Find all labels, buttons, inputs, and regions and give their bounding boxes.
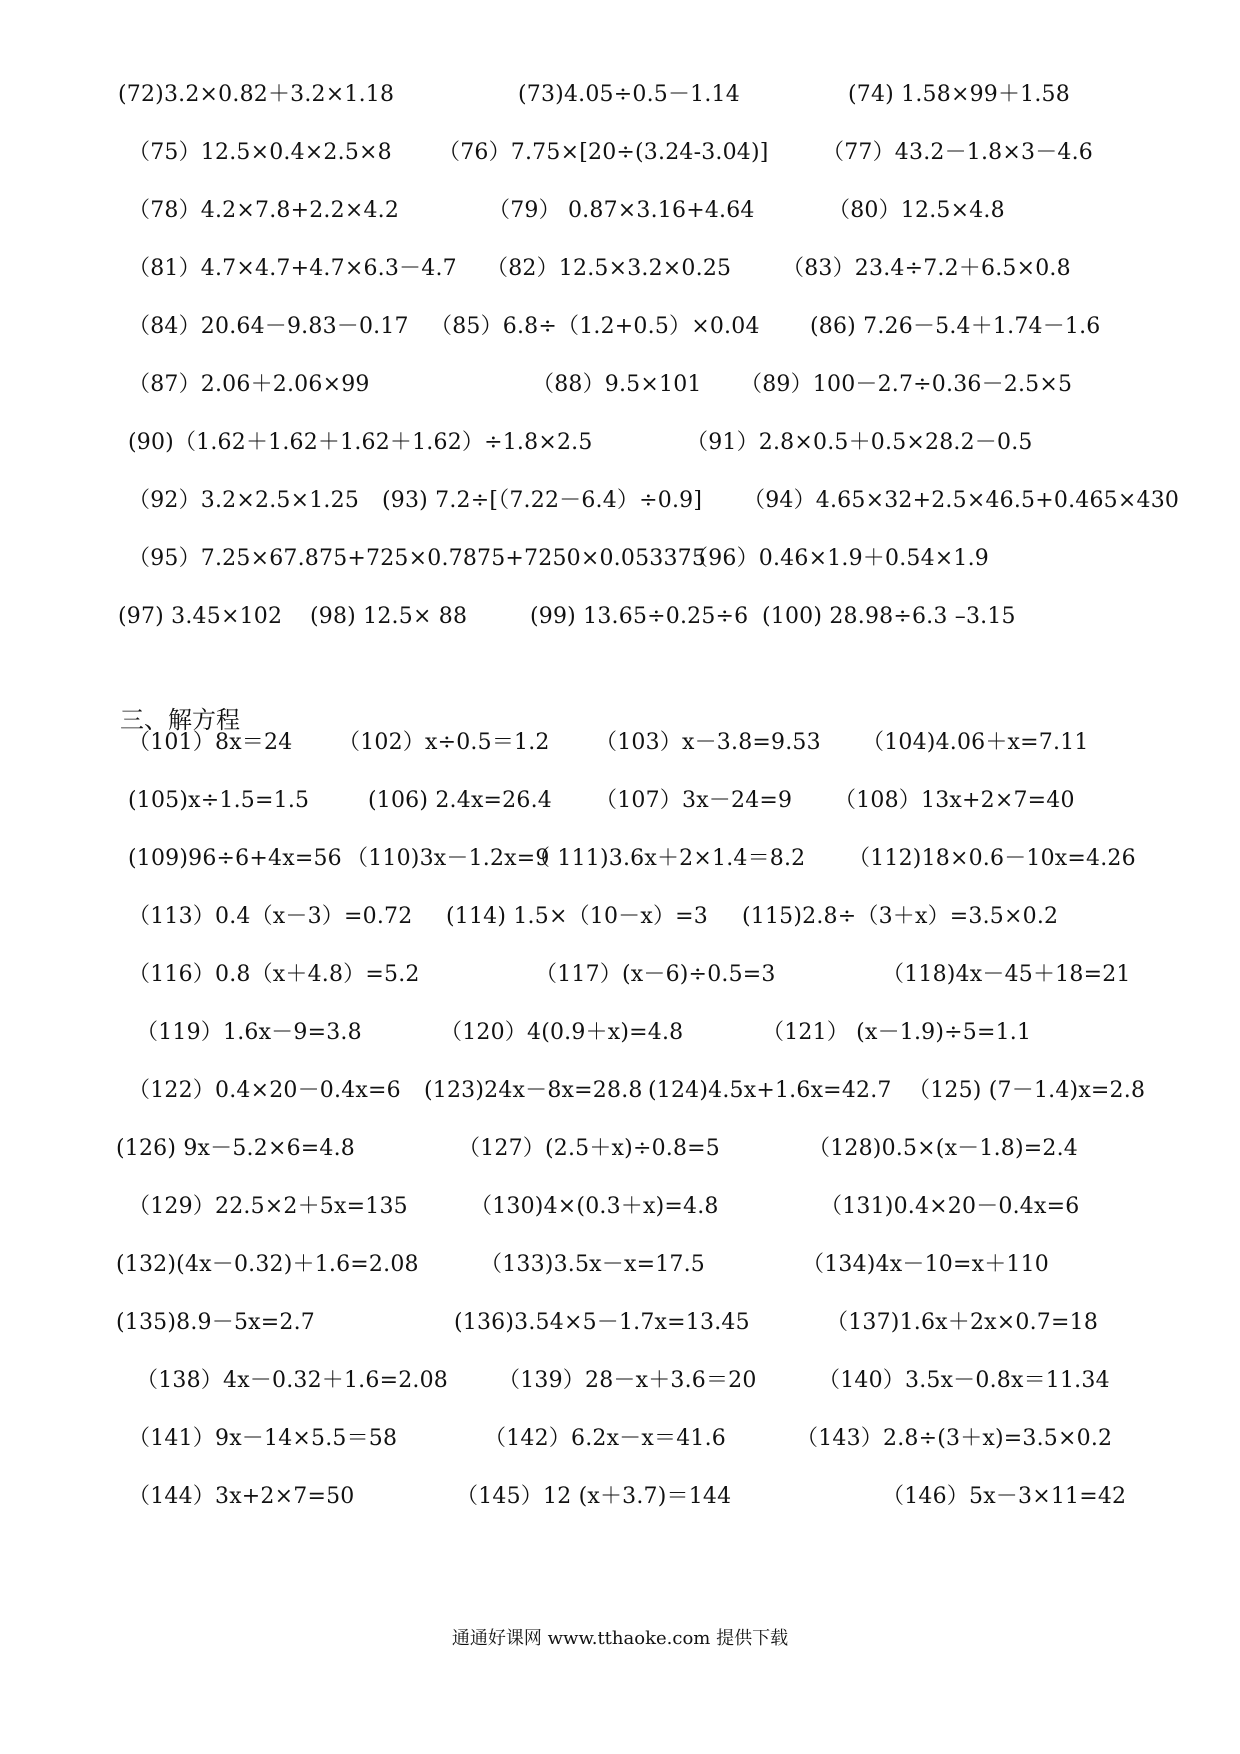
problem-item: （76）7.75×[20÷(3.24-3.04)]: [438, 140, 769, 165]
problem-row: [0, 481, 1240, 521]
problem-item: （103）x－3.8=9.53: [595, 730, 821, 755]
problem-row: [0, 1245, 1240, 1285]
problem-item: （80）12.5×4.8: [828, 198, 1005, 223]
problem-item: （84）20.64－9.83－0.17: [128, 314, 409, 339]
problem-item: （125) (7－1.4)x=2.8: [908, 1078, 1146, 1103]
problem-item: (99) 13.65÷0.25÷6: [530, 604, 749, 629]
problem-item: （ 111)3.6x＋2×1.4＝8.2: [528, 846, 806, 871]
problem-item: (114) 1.5×（10－x）=3: [446, 904, 709, 929]
problem-item: （89）100－2.7÷0.36－2.5×5: [740, 372, 1073, 397]
problem-item: （146）5x－3×11=42: [882, 1484, 1127, 1509]
problem-row: [0, 955, 1240, 995]
problem-item: （113）0.4（x－3）=0.72: [128, 904, 413, 929]
problem-item: (132)(4x－0.32)＋1.6=2.08: [116, 1252, 419, 1277]
problem-item: (74) 1.58×99＋1.58: [848, 82, 1070, 107]
problem-item: (106) 2.4x=26.4: [368, 788, 552, 813]
problem-item: （117）(x－6)÷0.5=3: [535, 962, 776, 987]
footer-credit: 通通好课网 www.tthaoke.com 提供下载: [451, 1628, 789, 1649]
problem-item: （120）4(0.9＋x)=4.8: [440, 1020, 684, 1045]
problem-row: [0, 539, 1240, 579]
problem-row: [0, 249, 1240, 289]
section-title: 三、解方程: [120, 706, 240, 734]
problem-item: （134)4x－10=x＋110: [802, 1252, 1050, 1277]
problem-row: [0, 191, 1240, 231]
problem-item: （94）4.65×32+2.5×46.5+0.465×430: [743, 488, 1180, 513]
problem-item: （141）9x－14×5.5＝58: [128, 1426, 398, 1451]
problem-item: （91）2.8×0.5＋0.5×28.2－0.5: [686, 430, 1033, 455]
problem-item: （81）4.7×4.7+4.7×6.3－4.7: [128, 256, 457, 281]
problem-item: (90)（1.62＋1.62＋1.62＋1.62）÷1.8×2.5: [128, 430, 593, 455]
problem-row: [0, 1129, 1240, 1169]
problem-item: （82）12.5×3.2×0.25: [486, 256, 732, 281]
problem-row: [0, 897, 1240, 937]
problem-row: [0, 1477, 1240, 1517]
problem-row: [0, 597, 1240, 637]
problem-item: (124)4.5x+1.6x=42.7: [648, 1078, 892, 1103]
problem-row: [0, 1013, 1240, 1053]
problem-item: （87）2.06＋2.06×99: [128, 372, 370, 397]
problem-row: [0, 133, 1240, 173]
problem-item: (86) 7.26－5.4＋1.74－1.6: [810, 314, 1101, 339]
problem-item: （116）0.8（x＋4.8）=5.2: [128, 962, 420, 987]
problem-row: [0, 75, 1240, 115]
problem-row: [0, 1187, 1240, 1227]
problem-row: [0, 723, 1240, 763]
problem-item: （118)4x－45＋18=21: [882, 962, 1131, 987]
problem-item: (93) 7.2÷[（7.22－6.4）÷0.9]: [382, 488, 703, 513]
problem-row: [0, 423, 1240, 463]
problem-row: [0, 365, 1240, 405]
problem-row: [0, 839, 1240, 879]
problem-item: （95）7.25×67.875+725×0.7875+7250×0.053375: [128, 546, 707, 571]
problem-row: [0, 781, 1240, 821]
problem-item: (98) 12.5× 88: [310, 604, 468, 629]
problem-item: （107）3x－24=9: [595, 788, 793, 813]
problem-item: （130)4×(0.3＋x)=4.8: [470, 1194, 719, 1219]
problem-item: （78）4.2×7.8+2.2×4.2: [128, 198, 400, 223]
problem-item: （127）(2.5＋x)÷0.8=5: [458, 1136, 721, 1161]
problem-item: （79） 0.87×3.16+4.64: [488, 198, 755, 223]
problem-row: [0, 1361, 1240, 1401]
problem-item: （119）1.6x－9=3.8: [136, 1020, 362, 1045]
problem-item: （128)0.5×(x－1.8)=2.4: [808, 1136, 1078, 1161]
problem-item: （138）4x－0.32＋1.6=2.08: [136, 1368, 448, 1393]
problem-item: （137)1.6x＋2x×0.7=18: [826, 1310, 1099, 1335]
problem-item: （104)4.06＋x=7.11: [862, 730, 1089, 755]
problem-item: （143）2.8÷(3＋x)=3.5×0.2: [796, 1426, 1113, 1451]
problem-item: （142）6.2x－x＝41.6: [484, 1426, 726, 1451]
problem-item: (126) 9x－5.2×6=4.8: [116, 1136, 355, 1161]
problem-row: [0, 1071, 1240, 1111]
problem-item: （102）x÷0.5＝1.2: [338, 730, 550, 755]
problem-row: [0, 1303, 1240, 1343]
problem-item: （96）0.46×1.9＋0.54×1.9: [686, 546, 990, 571]
problem-item: （108）13x+2×7=40: [834, 788, 1075, 813]
problem-item: （83）23.4÷7.2＋6.5×0.8: [782, 256, 1071, 281]
problem-item: （133)3.5x－x=17.5: [480, 1252, 705, 1277]
problem-item: （122）0.4×20－0.4x=6: [128, 1078, 401, 1103]
problem-item: （85）6.8÷（1.2+0.5）×0.04: [430, 314, 760, 339]
problem-item: (109)96÷6+4x=56: [128, 846, 342, 871]
problem-item: (135)8.9－5x=2.7: [116, 1310, 315, 1335]
problem-item: (72)3.2×0.82＋3.2×1.18: [118, 82, 395, 107]
problem-item: （92）3.2×2.5×1.25: [128, 488, 360, 513]
problem-item: （75）12.5×0.4×2.5×8: [128, 140, 392, 165]
problem-row: [0, 307, 1240, 347]
problem-item: （88）9.5×101: [532, 372, 702, 397]
problem-item: （110)3x－1.2x=9: [346, 846, 550, 871]
problem-item: (100) 28.98÷6.3 –3.15: [762, 604, 1016, 629]
problem-item: （144）3x+2×7=50: [128, 1484, 355, 1509]
problem-item: （139）28－x＋3.6＝20: [498, 1368, 757, 1393]
problem-item: (123)24x－8x=28.8: [424, 1078, 643, 1103]
problem-item: (73)4.05÷0.5－1.14: [518, 82, 740, 107]
problem-item: （112)18×0.6－10x=4.26: [848, 846, 1136, 871]
problem-item: （77）43.2－1.8×3－4.6: [822, 140, 1093, 165]
problem-item: （101）8x＝24: [128, 730, 293, 755]
problem-item: (105)x÷1.5=1.5: [128, 788, 310, 813]
problem-item: (136)3.54×5－1.7x=13.45: [454, 1310, 750, 1335]
problem-item: （131)0.4×20－0.4x=6: [820, 1194, 1080, 1219]
problem-item: （129）22.5×2＋5x=135: [128, 1194, 408, 1219]
problem-item: （121） (x－1.9)÷5=1.1: [762, 1020, 1032, 1045]
problem-item: (97) 3.45×102: [118, 604, 283, 629]
problem-item: （145）12 (x＋3.7)＝144: [456, 1484, 732, 1509]
problem-item: （140）3.5x－0.8x＝11.34: [818, 1368, 1110, 1393]
problem-row: [0, 1419, 1240, 1459]
problem-item: (115)2.8÷（3＋x）=3.5×0.2: [742, 904, 1059, 929]
